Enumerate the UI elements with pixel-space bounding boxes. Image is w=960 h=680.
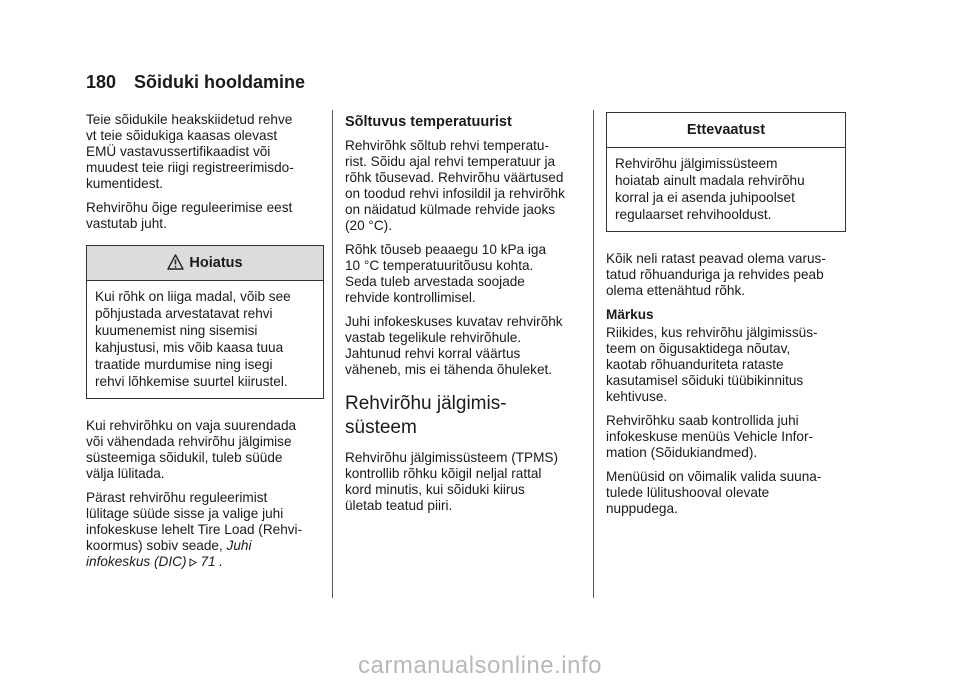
paragraph: Juhi infokeskuses kuvatav rehvirõhk vastab tegelikule rehvirõhule. Jahtunud rehvi korral väärtus väheneb, mis ei tähenda õhuleket. <box>345 314 563 377</box>
warning-box-body: Kui rõhk on liiga madal, võib see põhjustada arvestatavat rehvi kuumenemist ning sisemisi kahjustusi, mis võib kaasa tuua traatide murdumise ning isegi rehvi lõhkemise suurtel kiirustel. <box>95 289 291 389</box>
warning-triangle-icon <box>167 249 184 283</box>
section-title: Rehvirõhu jälgimis- süsteem <box>345 393 507 438</box>
paragraph: Kõik neli ratast peavad olema varus- tatud rõhuanduriga ja rehvides peab olema ettenähtud rõhk. <box>606 251 826 298</box>
page-header <box>86 72 305 98</box>
reference-link[interactable] <box>189 554 215 570</box>
paragraph: Kui rehvirõhku on vaja suurendada või vähendada rehvirõhu jälgimise süsteemiga sõidukil, tuleb süüde välja lülitada. <box>86 418 297 481</box>
paragraph-end: . <box>218 554 223 569</box>
caution-box-body: Rehvirõhu jälgimissüsteem hoiatab ainult madala rehvirõhu korral ja ei asenda juhipoolset regulaarset rehvihooldust. <box>615 156 805 222</box>
paragraph: Rõhk tõuseb peaaegu 10 kPa iga 10 °C temperatuuritõusu kohta. Seda tuleb arvestada soojade rehvide kontrollimisel. <box>345 242 547 305</box>
column-left <box>86 112 324 578</box>
warning-box <box>86 245 324 399</box>
paragraph: Riikides, kus rehvirõhu jälgimissüs- teem on õigusaktidega nõutav, kaotab rõhuanduriteta rataste kasutamisel sõiduki tüübikinnitus kehtivuse. <box>606 325 818 404</box>
column-divider <box>332 110 333 598</box>
reference-triangle-icon <box>189 558 197 567</box>
watermark: carmanualsonline.info <box>358 652 602 679</box>
paragraph: Teie sõidukile heakskiidetud rehve vt teie sõidukiga kaasas olevast EMÜ vastavussertifikaadist või muudest teie riigi registreerimisdo- kumentidest. <box>86 112 294 191</box>
column-right <box>606 112 846 525</box>
note-label: Märkus <box>606 307 654 322</box>
warning-box-title <box>87 246 323 281</box>
paragraph: Rehvirõhku saab kontrollida juhi infokeskuse menüüs Vehicle Infor- mation (Sõidukiandmed). <box>606 413 814 460</box>
caution-box-title: Ettevaatust <box>607 113 845 148</box>
page-title: Sõiduki hooldamine <box>134 72 306 92</box>
column-middle <box>345 112 581 522</box>
paragraph: Rehvirõhu jälgimissüsteem (TPMS) kontrollib rõhku kõigil neljal rattal kord minutis, kui sõiduki kiirus ületab teatud piiri. <box>345 450 559 513</box>
paragraph-text: Pärast rehvirõhu reguleerimist lülitage süüde sisse ja valige juhi infokeskuse lehelt Tire Load (Rehvi- koormus) sobiv seade, <box>86 490 303 553</box>
page-number: 180 <box>86 72 117 92</box>
reference-page: 71 <box>200 554 216 569</box>
reference-title[interactable]: Juhi infokeskus (DIC) <box>86 538 252 569</box>
column-divider <box>593 110 594 598</box>
caution-box <box>606 112 846 232</box>
paragraph: Rehvirõhu õige reguleerimise eest vastutab juht. <box>86 200 293 231</box>
subheading: Sõltuvus temperatuurist <box>345 114 512 130</box>
paragraph: Rehvirõhk sõltub rehvi temperatu- rist. Sõidu ajal rehvi temperatuur ja rõhk tõusevad. Rehvirõhu väärtused on toodud rehvi infosildil ja rehvirõhk on näidatud külmade rehvide jaoks (20 °C). <box>345 138 565 233</box>
paragraph-with-reference <box>86 490 324 570</box>
paragraph: Menüüsid on võimalik valida suuna- tulede lülitushooval olevate nuppudega. <box>606 469 822 516</box>
warning-title-text: Hoiatus <box>189 255 243 271</box>
